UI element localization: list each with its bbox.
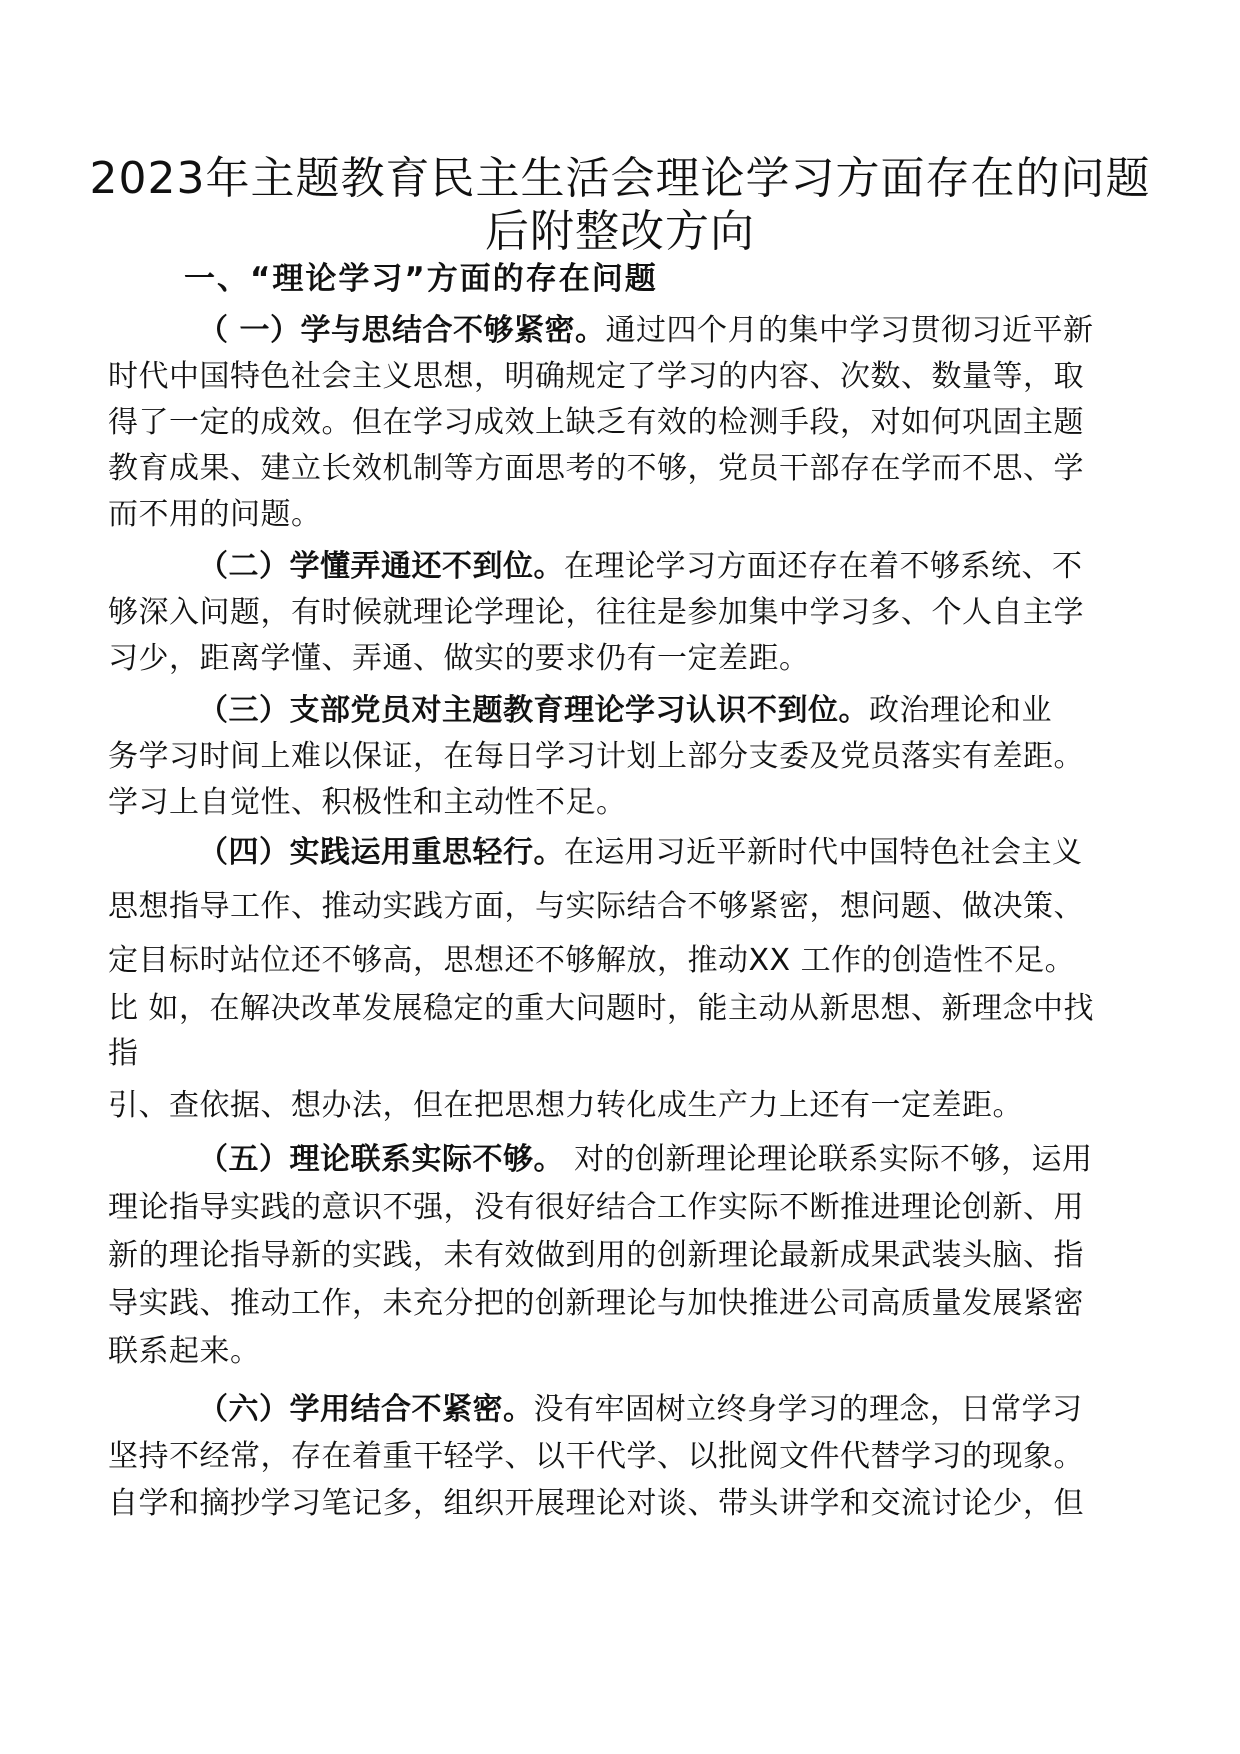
paragraph-3-line-1 bbox=[198, 691, 1138, 731]
paragraph-5-line-3: 新的理论指导新的实践，未有效做到用的创新理论最新成果武装头脑、指 bbox=[108, 1238, 1084, 1273]
paragraph-2-line-3: 习少，距离学懂、弄通、做实的要求仍有一定差距。 bbox=[108, 641, 810, 676]
section-heading: 一、“理论学习”方面的存在问题 bbox=[184, 261, 658, 297]
document-title-line-2: 后附整改方向 bbox=[485, 206, 755, 257]
paragraph-4-line-3: 定目标时站位还不够高，思想还不够解放，推动XX 工作的创造性不足。 bbox=[108, 943, 1076, 978]
paragraph-1-heading: （ 一）学与思结合不够紧密。 bbox=[198, 313, 606, 348]
paragraph-2-line-1 bbox=[198, 547, 1138, 587]
paragraph-3-heading: （三）支部党员对主题教育理论学习认识不到位。 bbox=[198, 693, 869, 728]
paragraph-4-line-1 bbox=[198, 833, 1138, 873]
paragraph-4-heading: （四）实践运用重思轻行。 bbox=[198, 835, 564, 870]
paragraph-6-line-1 bbox=[198, 1390, 1138, 1430]
paragraph-4-line-4: 比 如，在解决改革发展稳定的重大问题时，能主动从新思想、新理念中找 bbox=[108, 991, 1095, 1026]
paragraph-1-text: 通过四个月的集中学习贯彻习近平新 bbox=[605, 313, 1094, 348]
paragraph-2-text: 在理论学习方面还存在着不够系统、不 bbox=[564, 549, 1083, 584]
paragraph-1-line-3: 得了一定的成效。但在学习成效上缺乏有效的检测手段，对如何巩固主题 bbox=[108, 405, 1084, 440]
paragraph-2-line-2: 够深入问题，有时候就理论学理论，往往是参加集中学习多、个人自主学 bbox=[108, 595, 1084, 630]
paragraph-1-line-1 bbox=[198, 311, 1138, 351]
paragraph-5-line-5: 联系起来。 bbox=[108, 1334, 261, 1369]
paragraph-3-line-2: 务学习时间上难以保证，在每日学习计划上部分支委及党员落实有差距。 bbox=[108, 739, 1084, 774]
paragraph-2-heading: （二）学懂弄通还不到位。 bbox=[198, 549, 564, 584]
document-title-line-1: 2023年主题教育民主生活会理论学习方面存在的问题 bbox=[89, 153, 1151, 204]
paragraph-6-heading: （六）学用结合不紧密。 bbox=[198, 1392, 534, 1427]
paragraph-4-text: 在运用习近平新时代中国特色社会主义 bbox=[564, 835, 1083, 870]
paragraph-6-line-3: 自学和摘抄学习笔记多，组织开展理论对谈、带头讲学和交流讨论少，但 bbox=[108, 1486, 1084, 1521]
paragraph-3-line-3: 学习上自觉性、积极性和主动性不足。 bbox=[108, 785, 627, 820]
paragraph-1-line-4: 教育成果、建立长效机制等方面思考的不够，党员干部存在学而不思、学 bbox=[108, 451, 1084, 486]
paragraph-5-text: 对的创新理论理论联系实际不够，运用 bbox=[564, 1142, 1093, 1177]
paragraph-4-line-6: 引、查依据、想办法，但在把思想力转化成生产力上还有一定差距。 bbox=[108, 1088, 1023, 1123]
paragraph-4-line-5: 指 bbox=[108, 1036, 139, 1071]
paragraph-4-line-2: 思想指导工作、推动实践方面，与实际结合不够紧密，想问题、做决策、 bbox=[108, 889, 1084, 924]
paragraph-5-line-1 bbox=[198, 1140, 1138, 1180]
paragraph-5-line-4: 导实践、推动工作，未充分把的创新理论与加快推进公司高质量发展紧密 bbox=[108, 1286, 1084, 1321]
paragraph-5-heading: （五）理论联系实际不够。 bbox=[198, 1142, 564, 1177]
paragraph-3-text: 政治理论和业 bbox=[869, 693, 1052, 728]
paragraph-1-line-5: 而不用的问题。 bbox=[108, 497, 322, 532]
paragraph-1-line-2: 时代中国特色社会主义思想，明确规定了学习的内容、次数、数量等，取 bbox=[108, 359, 1084, 394]
paragraph-6-text: 没有牢固树立终身学习的理念，日常学习 bbox=[533, 1392, 1083, 1427]
paragraph-5-line-2: 理论指导实践的意识不强，没有很好结合工作实际不断推进理论创新、用 bbox=[108, 1190, 1084, 1225]
paragraph-6-line-2: 坚持不经常，存在着重干轻学、以干代学、以批阅文件代替学习的现象。 bbox=[108, 1439, 1084, 1474]
